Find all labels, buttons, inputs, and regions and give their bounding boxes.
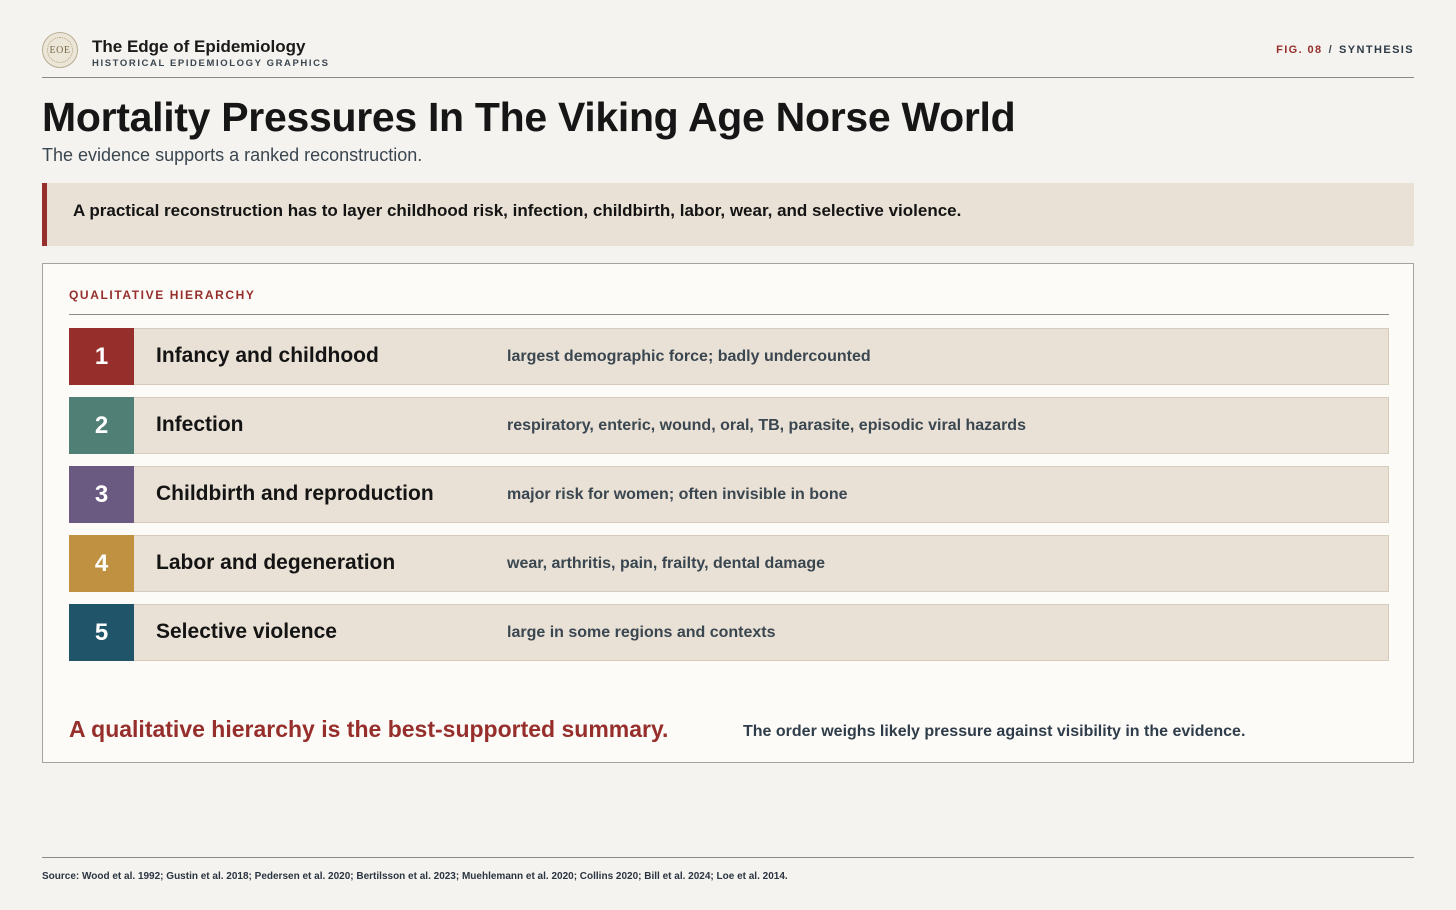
row-title: Infancy and childhood (156, 344, 379, 367)
callout-box (42, 183, 1414, 246)
logo-text: EOE (49, 44, 71, 56)
brand-title: The Edge of Epidemiology (92, 37, 306, 56)
page-title: Mortality Pressures In The Viking Age Norse World (42, 94, 1016, 140)
row-title: Selective violence (156, 620, 337, 643)
figure-section: SYNTHESIS (1339, 44, 1414, 56)
conclusion-text: A qualitative hierarchy is the best-supported summary. (69, 716, 669, 742)
source-citation: Source: Wood et al. 1992; Gustin et al. 2018; Pedersen et al. 2020; Bertilsson et al. 2023; Muehlemann et al. 2020; Collins 2020; Bill et al. 2024; Loe et al. 2014. (42, 871, 788, 882)
rank-badge: 4 (69, 535, 134, 592)
rank-badge: 3 (69, 466, 134, 523)
header (42, 30, 1414, 78)
row-title: Labor and degeneration (156, 551, 396, 574)
figure-separator: / (1328, 44, 1334, 56)
row-title: Childbirth and reproduction (156, 482, 434, 505)
footer-divider (42, 857, 1414, 858)
section-label: QUALITATIVE HIERARCHY (69, 288, 256, 302)
row-description: large in some regions and contexts (507, 624, 776, 641)
row-title: Infection (156, 413, 244, 436)
section-divider (69, 314, 1389, 315)
figure-number: FIG. 08 (1276, 44, 1323, 56)
hierarchy-row (69, 535, 1389, 592)
row-description: wear, arthritis, pain, frailty, dental damage (507, 555, 826, 572)
hierarchy-row (69, 604, 1389, 661)
row-description: largest demographic force; badly undercounted (507, 348, 871, 365)
figure-label (1276, 44, 1414, 56)
hierarchy-row (69, 397, 1389, 454)
eoe-logo-icon (42, 32, 78, 68)
row-description: respiratory, enteric, wound, oral, TB, parasite, episodic viral hazards (507, 417, 1026, 434)
rank-badge: 5 (69, 604, 134, 661)
hierarchy-row (69, 328, 1389, 385)
logo-ring (47, 37, 73, 63)
rank-badge: 2 (69, 397, 134, 454)
row-description: major risk for women; often invisible in bone (507, 486, 848, 503)
page-subtitle: The evidence supports a ranked reconstruction. (42, 145, 423, 165)
hierarchy-panel (42, 263, 1414, 763)
hierarchy-row (69, 466, 1389, 523)
callout-text: A practical reconstruction has to layer childhood risk, infection, childbirth, labor, wear, and selective violence. (73, 201, 962, 220)
conclusion-note: The order weighs likely pressure against visibility in the evidence. (743, 723, 1246, 740)
rank-badge: 1 (69, 328, 134, 385)
brand-subtitle: HISTORICAL EPIDEMIOLOGY GRAPHICS (92, 58, 330, 69)
